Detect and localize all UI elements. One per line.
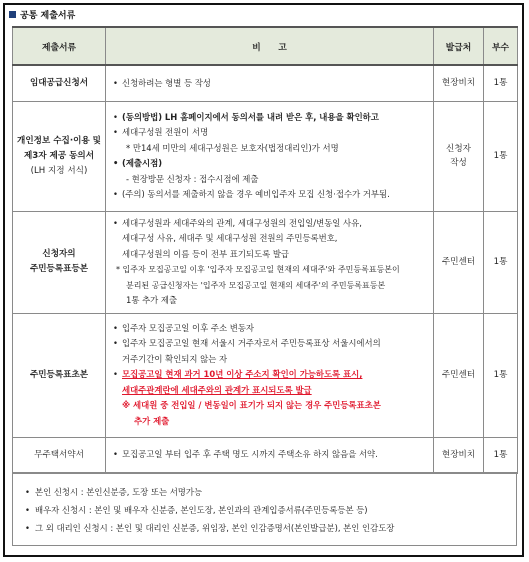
section-title (9, 8, 75, 21)
header-remarks: 비 고 (106, 27, 434, 65)
remark-line-highlight: 모집공고일 현재 과거 10년 이상 주소지 확인이 가능하도록 표시, (122, 369, 363, 380)
header-document: 제출서류 (13, 27, 106, 65)
doc-name (13, 101, 106, 211)
issuer-line: 작성 (450, 158, 467, 168)
issuer (434, 101, 484, 211)
header-issuer: 발급처 (434, 27, 484, 65)
remark-line: 세대구성 사유, 세대주 및 세대구성원 전원의 주민등록번호, (122, 233, 338, 243)
doc-name-line: 제3자 제공 동의서 (23, 150, 95, 161)
remark-line-warning: 추가 제출 (134, 415, 170, 426)
remark-line-warning: ※ 세대원 중 전입일 / 변동일이 표기가 되지 않는 경우 주민등록표초본 (122, 400, 381, 411)
doc-name-line: 주민등록표등본 (29, 264, 89, 274)
doc-name: 임대공급신청서 (13, 65, 106, 101)
remarks-cell (106, 101, 434, 211)
copies: 1통 (484, 313, 518, 437)
table-row (13, 437, 518, 473)
remark-line: • 모집공고일 부터 입주 후 주택 명도 시까지 주택소유 하지 않음을 서약. (112, 447, 429, 463)
note-line: • 배우자 신청시 : 본인 및 배우자 신분증, 본인도장, 본인과의 관계입증서류(주민등록등본 등) (25, 501, 506, 519)
remark-line: 분리된 공급신청자는 '입주자 모집공고일 현재의 세대주'의 주민등록표등본 (126, 280, 386, 290)
note-line: • 그 외 대리인 신청시 : 본인 및 대리인 신분증, 위임장, 본인 인감증명서(본인발급분), 본인 인감도장 (25, 519, 506, 537)
section-title-text: 공통 제출서류 (20, 11, 76, 21)
issuer: 현장비치 (434, 65, 484, 101)
issuer: 주민센터 (434, 313, 484, 437)
remark-line: • (주의) 동의서를 제출하지 않을 경우 예비입주자 모집 신청·접수가 거부됨. (112, 187, 429, 203)
remark-line: (동의방법) LH 홈페이지에서 동의서를 내려 받은 후, 내용을 확인하고 (122, 111, 379, 122)
doc-name-line: 개인정보 수집·이용 및 (17, 135, 101, 146)
doc-name: 무주택서약서 (13, 437, 106, 473)
header-copies: 부수 (484, 27, 518, 65)
remark-line: 세대구성원의 이름 등이 전부 표기되도록 발급 (122, 248, 290, 259)
table-row (13, 313, 518, 437)
remark-line: • 세대구성원과 세대주와의 관계, 세대구성원의 전입일/변동일 사유, (112, 216, 429, 232)
remark-line: • 입주자 모집공고일 이후 주소 변동자 (112, 321, 429, 337)
doc-name: 주민등록표초본 (13, 313, 106, 437)
remark-line: • 신청하려는 형별 등 작성 (112, 76, 429, 92)
remarks-cell (106, 65, 434, 101)
copies: 1통 (484, 101, 518, 211)
doc-name (13, 211, 106, 313)
remark-line-highlight: 세대주관계란에 세대주와의 관계가 표시되도록 발급 (122, 384, 312, 395)
remarks-cell (106, 437, 434, 473)
remark-line: 세대구성원 전원이 서명 (122, 127, 209, 137)
remark-line: • (제출시점) (112, 156, 429, 172)
table-row (13, 101, 518, 211)
remarks-cell (106, 313, 434, 437)
doc-name-line: 신청자의 (42, 249, 76, 259)
remark-line: * 입주자 모집공고일 이후 '입주자 모집공고일 현재의 세대주'와 주민등록표등본이 (116, 265, 400, 274)
square-bullet-icon (9, 11, 16, 18)
remarks-cell (106, 211, 434, 313)
remark-line: 거주기간이 확인되지 않는 자 (122, 353, 228, 364)
remark-line: 1통 추가 제출 (126, 295, 178, 305)
table-row (13, 211, 518, 313)
copies: 1통 (484, 211, 518, 313)
remark-line: - 현장방문 신청자 : 접수시점에 제출 (126, 173, 259, 184)
notes-box (12, 472, 517, 546)
table-row (13, 65, 518, 101)
remark-line: • 입주자 모집공고일 현재 서울시 거주자로서 주민등록표상 서울시에서의 (112, 336, 429, 352)
note-line: • 본인 신청시 : 본인신분증, 도장 또는 서명가능 (25, 483, 506, 501)
copies: 1통 (484, 437, 518, 473)
issuer: 현장비치 (434, 437, 484, 473)
table-header-row (13, 27, 518, 65)
remark-line: * 만14세 미만의 세대구성원은 보호자(법정대리인)가 서명 (126, 142, 339, 153)
documents-table (12, 26, 518, 474)
doc-name-note: (LH 지정 서식) (30, 165, 88, 176)
issuer-line: 신청자 (446, 144, 471, 154)
copies: 1통 (484, 65, 518, 101)
issuer: 주민센터 (434, 211, 484, 313)
